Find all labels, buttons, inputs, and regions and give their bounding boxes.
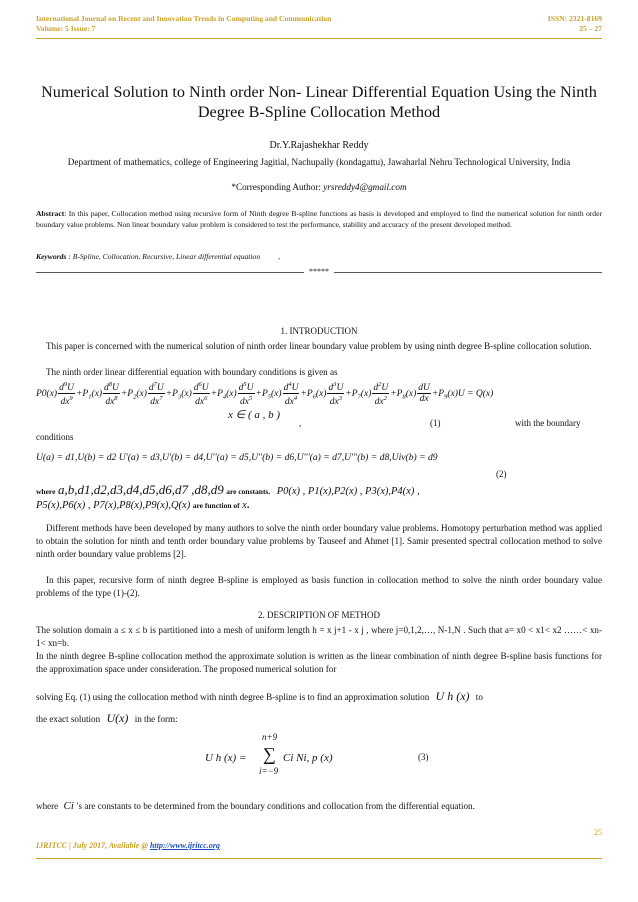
- footer-link[interactable]: http://www.ijritcc.org: [149, 841, 220, 850]
- journal-issn: ISSN: 2321-8169: [547, 14, 602, 23]
- method-paragraph-1: The solution domain a ≤ x ≤ b is partitioned into a mesh of uniform length h = x j+1 - x j , where j=0,1,2,…, N-1,N . Such that a= x0 < x1< x2 ……< xn-1< xn=b.: [36, 625, 602, 648]
- header-rule: [36, 38, 602, 39]
- intro-paragraph-4: In this paper, recursive form of ninth degree B-spline is employed as basis function in collocation method to solve the ninth order boundary value problems of the type (1)-(2).: [36, 575, 602, 598]
- section-introduction: 1. INTRODUCTION: [280, 326, 358, 336]
- method-paragraph-4: [36, 712, 602, 726]
- footer-rule: [36, 858, 602, 859]
- method-p4-form: in the form:: [134, 714, 178, 724]
- where-label: where: [36, 487, 56, 496]
- equation-1-domain: x ∈ ( a , b ): [228, 409, 281, 421]
- abstract-text: : In this paper, Collocation method using recursive form of Ninth degree B-spline functions as basis is developed and employed to find the numerical solution for ninth order boundary value problems. Non linear boundary value problem is considered to test the performance, stability and accuracy of the present developed method.: [36, 209, 602, 229]
- equation-1-bc-text: with the boundary: [515, 418, 581, 428]
- method-p3-to: to: [475, 692, 483, 702]
- approx-solution-symbol: U h (x): [435, 689, 470, 703]
- intro-paragraph-2: The ninth order linear differential equation with boundary conditions is given as: [46, 367, 338, 377]
- page-footer: [36, 841, 220, 850]
- period: .: [246, 500, 250, 511]
- method-paragraph-2: In the ninth degree B-spline collocation method the approximate solution is written as the linear combination of ninth degree B-spline basis functions for the approximation space under consideration. The proposed numerical solution for: [36, 651, 602, 674]
- corresponding-email[interactable]: yrsreddy4@gmail.com: [323, 182, 407, 192]
- journal-name: International Journal on Recent and Innovation Trends in Computing and Communication: [36, 14, 332, 23]
- equation-2-number: (2): [496, 469, 507, 479]
- where-line-2: [36, 500, 249, 511]
- constants-list: a,b,d1,d2,d3,d4,d5,d6,d7 ,d8,d9: [57, 482, 224, 497]
- equation-1-comma: ,: [299, 418, 302, 428]
- section-method: 2. DESCRIPTION OF METHOD: [257, 610, 380, 620]
- p-function-list-a: P0(x) , P1(x),P2(x) , P3(x),P4(x) ,: [276, 486, 420, 497]
- abstract: [36, 208, 602, 230]
- page-number: 25: [594, 828, 602, 837]
- where-line-1: [36, 482, 420, 498]
- author-name: Dr.Y.Rajashekhar Reddy: [269, 140, 369, 151]
- boundary-conditions: U(a) = d1,U(b) = d2 U'(a) = d3,U'(b) = d4,U''(a) = d5,U''(b) = d6,U'''(a) = d7,U'''(b) = d8,Uiv(b) = d9: [36, 452, 438, 463]
- corresponding-author: [0, 182, 638, 192]
- keywords: [36, 252, 602, 261]
- journal-volume: Volume: 5 Issue: 7: [36, 24, 96, 33]
- exact-solution-symbol: U(x): [106, 711, 129, 725]
- equation-3-term: Ci Ni, p (x): [283, 752, 333, 764]
- equation-3-number: (3): [418, 752, 429, 762]
- abstract-label: Abstract: [36, 209, 65, 218]
- conditions-word: conditions: [36, 432, 74, 442]
- are-function: are function of: [192, 501, 240, 510]
- intro-paragraph-3: Different methods have been developed by many authors to solve the ninth order boundary value problems. Homotopy perturbation method was applied to obtain the solution for ninth and tenth order boundary value problems by Tauseef and Ahmet [1]. Samir presented spectral collocation method to solve ninth order boundary value problems [2].: [36, 523, 602, 559]
- equation-3-upper: n+9: [262, 732, 278, 742]
- are-constants: are constants.: [226, 487, 271, 496]
- keywords-trail: ,: [278, 252, 281, 261]
- where-c-text: 's are constants to be determined from the boundary conditions and collocation from the differential equation.: [76, 801, 475, 811]
- corresponding-label: *Corresponding Author:: [231, 182, 324, 192]
- method-p4-text: the exact solution: [36, 714, 101, 724]
- method-paragraph-3: [36, 690, 602, 704]
- x-symbol: x: [242, 500, 247, 511]
- equation-3-lower: i=−9: [259, 766, 279, 776]
- where-c-line: [36, 800, 602, 813]
- method-p3-text: solving Eq. (1) using the collocation method with ninth degree B-spline is to find an approximation solution: [36, 692, 430, 702]
- keywords-text: : B-Spline, Collocation, Recursive, Linear differential equation: [66, 252, 261, 261]
- section-stars: *****: [309, 267, 329, 276]
- paper-title: Numerical Solution to Ninth order Non- Linear Differential Equation Using the Ninth Degree B-Spline Collocation Method: [41, 83, 597, 121]
- keywords-label: Keywords: [36, 252, 67, 261]
- p-function-list-b: P5(x),P6(x) , P7(x),P8(x),P9(x),Q(x): [36, 500, 191, 511]
- author-affiliation: Department of mathematics, college of Engineering Jagitial, Nachupally (kondagattu), Jawaharlal Nehru Technological University, India: [67, 157, 571, 167]
- equation-3-lhs: U h (x) =: [205, 752, 247, 764]
- divider-right: [334, 272, 602, 273]
- equation-1-number: (1): [430, 418, 441, 428]
- page-range: 25 – 27: [579, 24, 602, 33]
- c-symbol: Ci: [63, 800, 74, 812]
- intro-paragraph-1: This paper is concerned with the numerical solution of ninth order linear boundary value problem by using ninth degree B-spline collocation solution.: [46, 341, 592, 351]
- equation-3-sum: ∑: [263, 744, 276, 764]
- footer-text: IJRITCC | July 2017, Available @: [36, 841, 150, 850]
- where-c-word: where: [36, 801, 59, 811]
- equation-1: P0(x) $\frac{d^9U}{dx^9}$ $+P_1(x)$ $\frac{d^8U}{dx^8}$ $+P_2(x)$ $\frac{d^7U}{dx^7}$ $+P_3(x)$ $\frac{d^6U}{dx^6}$ $+P_4(x)$ $\frac{d^5U}{dx^5}$ $+P_5(x)$ $\frac{d^4U}{dx^4}$ $+P_6(x)$ $\frac{d^3U}{dx^3}$ $+P_7(x)$ $\frac{d^2U}{dx^2}$ $+P_8(x)$ $\frac{dU}{dx}$ $+P_9(x)U = Q(x)$: [36, 381, 494, 408]
